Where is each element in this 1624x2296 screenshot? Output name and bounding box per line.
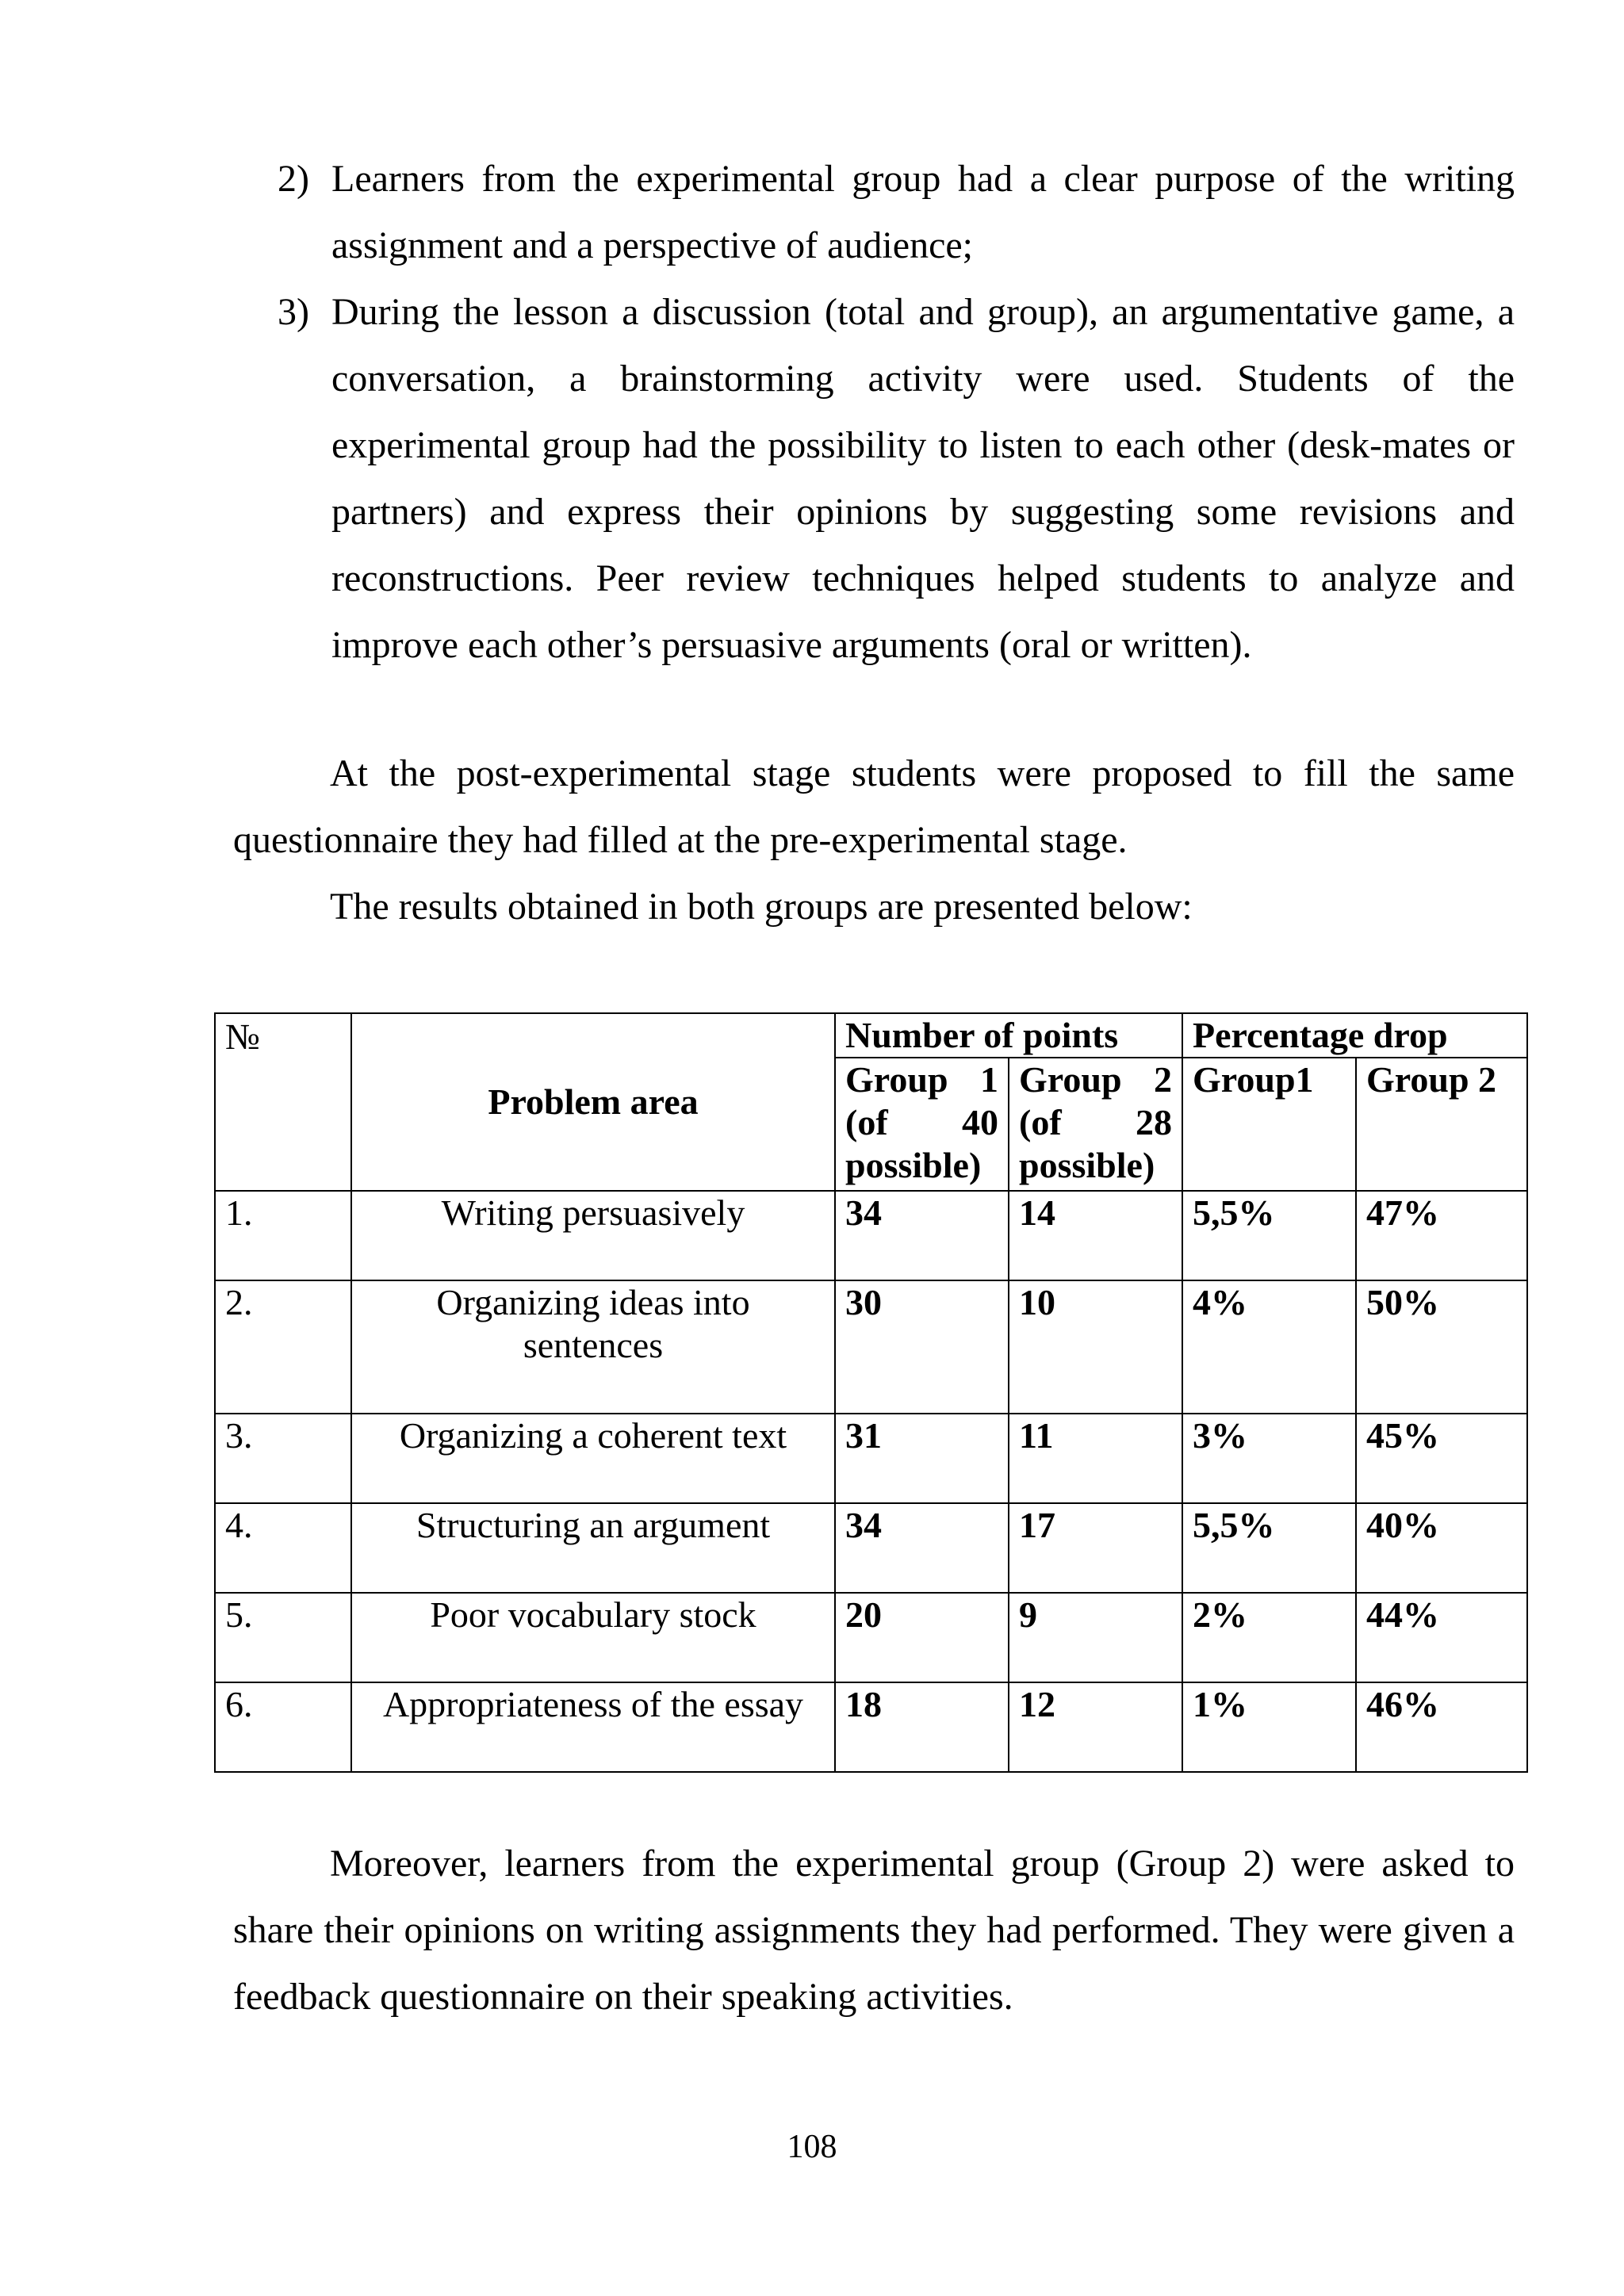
list-item-text: Learners from the experimental group had a clear purpose of the writing assignment and a perspective of audience; [331,158,1515,266]
group1-points-cell: 20 [835,1593,1009,1682]
group2-points-header: Group 2 (of 28 possible) [1009,1058,1182,1191]
row-number: 3. [215,1414,351,1503]
problem-area-cell: Organizing ideas into sentences [351,1280,835,1414]
table-row [215,1191,1527,1280]
problem-area-cell: Appropriateness of the essay [351,1682,835,1772]
group1-drop-cell: 5,5% [1182,1503,1356,1593]
number-sign-header: № [215,1013,351,1191]
table-row [215,1682,1527,1772]
row-number: 4. [215,1503,351,1593]
group2-drop-cell: 46% [1356,1682,1527,1772]
group1-drop-header: Group1 [1182,1058,1356,1191]
group2-drop-cell: 40% [1356,1503,1527,1593]
group2-drop-cell: 45% [1356,1414,1527,1503]
table-row [215,1280,1527,1414]
problem-area-cell: Writing persuasively [351,1191,835,1280]
table-header-row [215,1013,1527,1058]
group2-points-cell: 12 [1009,1682,1182,1772]
group1-drop-cell: 2% [1182,1593,1356,1682]
list-item-number: 2) [278,158,309,200]
group1-points-cell: 34 [835,1503,1009,1593]
moreover-paragraph: Moreover, learners from the experimental group (Group 2) were asked to share their opinions on writing assignments they had performed. They were given a feedback questionnaire on their speaking activities. [233,1843,1515,2018]
group2-points-cell: 11 [1009,1414,1182,1503]
problem-area-header: Problem area [351,1013,835,1191]
results-intro-paragraph: The results obtained in both groups are presented below: [330,886,1193,928]
page-number: 108 [787,2129,837,2165]
problem-area-cell: Organizing a coherent text [351,1414,835,1503]
group1-points-header: Group 1 (of 40 possible) [835,1058,1009,1191]
problem-area-cell: Structuring an argument [351,1503,835,1593]
row-number: 5. [215,1593,351,1682]
percentage-drop-header: Percentage drop [1182,1013,1527,1058]
table-row [215,1414,1527,1503]
problem-area-cell: Poor vocabulary stock [351,1593,835,1682]
list-item-number: 3) [278,291,309,333]
group1-points-cell: 30 [835,1280,1009,1414]
post-stage-paragraph: At the post-experimental stage students were proposed to fill the same questionnaire they had filled at the pre-experimental stage. [233,752,1515,861]
row-number: 6. [215,1682,351,1772]
row-number: 1. [215,1191,351,1280]
group1-points-cell: 34 [835,1191,1009,1280]
group2-drop-cell: 50% [1356,1280,1527,1414]
group2-drop-header: Group 2 [1356,1058,1527,1191]
group1-points-cell: 18 [835,1682,1009,1772]
results-table [214,1012,1528,1773]
group2-points-cell: 17 [1009,1503,1182,1593]
group2-drop-cell: 44% [1356,1593,1527,1682]
group2-drop-cell: 47% [1356,1191,1527,1280]
group1-points-cell: 31 [835,1414,1009,1503]
group1-drop-cell: 5,5% [1182,1191,1356,1280]
group2-points-cell: 9 [1009,1593,1182,1682]
group1-drop-cell: 1% [1182,1682,1356,1772]
table-row [215,1503,1527,1593]
number-of-points-header: Number of points [835,1013,1182,1058]
group2-points-cell: 14 [1009,1191,1182,1280]
list-item-text: During the lesson a discussion (total and group), an argumentative game, a conversation, a brainstorming activity were used. Students of the experimental group had the possibility to listen to each other (desk-mates or partners) and express their opinions by suggesting some revisions and reconstructions. Peer review techniques helped students to analyze and improve each other’s persuasive arguments (oral or written). [331,291,1515,666]
group1-drop-cell: 3% [1182,1414,1356,1503]
row-number: 2. [215,1280,351,1414]
group2-points-cell: 10 [1009,1280,1182,1414]
group1-drop-cell: 4% [1182,1280,1356,1414]
table-row [215,1593,1527,1682]
